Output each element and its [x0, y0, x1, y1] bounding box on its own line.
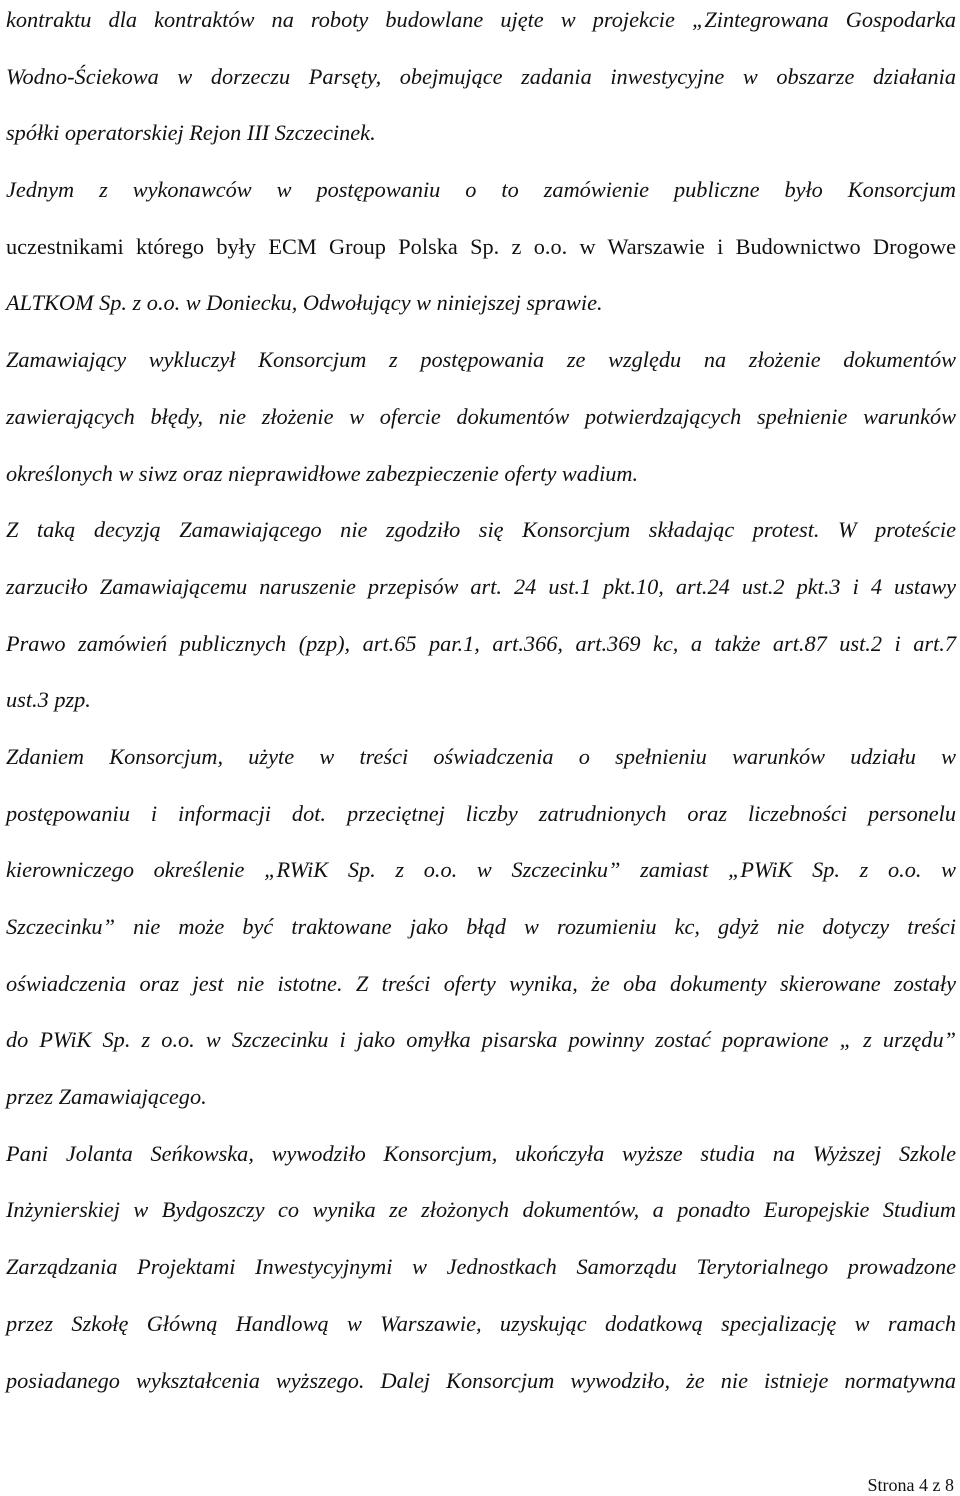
text-line: przez Zamawiającego.	[6, 1084, 207, 1110]
paragraph	[6, 0, 956, 162]
text-line: Jednym z wykonawców w postępowaniu o to zamówienie publiczne było Konsorcjum	[6, 177, 956, 203]
text-line: ust.3 pzp.	[6, 687, 91, 713]
text-line: posiadanego wykształcenia wyższego. Dalej Konsorcjum wywodziło, że nie istnieje normatywna	[6, 1367, 956, 1393]
page-number: Strona 4 z 8	[867, 1475, 954, 1495]
text-line: oświadczenia oraz jest nie istotne. Z treści oferty wynika, że oba dokumenty skierowane zostały	[6, 970, 956, 996]
text-line: Inżynierskiej w Bydgoszczy co wynika ze złożonych dokumentów, a ponadto Europejskie Studium	[6, 1197, 956, 1223]
text-line: postępowaniu i informacji dot. przeciętnej liczby zatrudnionych oraz liczebności personelu	[6, 800, 956, 826]
text-line: Wodno-Ściekowa w dorzeczu Parsęty, obejmujące zadania inwestycyjne w obszarze działania	[6, 63, 956, 89]
document-body	[6, 0, 956, 1409]
text-line: spółki operatorskiej Rejon III Szczecinek.	[6, 120, 376, 146]
paragraph	[6, 1126, 956, 1409]
text-line: zawierających błędy, nie złożenie w ofercie dokumentów potwierdzających spełnienie warunków	[6, 403, 956, 429]
text-line: zarzuciło Zamawiającemu naruszenie przepisów art. 24 ust.1 pkt.10, art.24 ust.2 pkt.3 i 4 ustawy	[6, 573, 956, 599]
paragraph	[6, 162, 956, 332]
text-line: Szczecinku” nie może być traktowane jako błąd w rozumieniu kc, gdyż nie dotyczy treści	[6, 914, 956, 939]
text-line: Z taką decyzją Zamawiającego nie zgodziło się Konsorcjum składając protest. W proteście	[6, 517, 956, 543]
text-line: kierowniczego określenie „RWiK Sp. z o.o. w Szczecinku” zamiast „PWiK Sp. z o.o. w	[6, 857, 956, 883]
text-line: kontraktu dla kontraktów na roboty budowlane ujęte w projekcie „Zintegrowana Gospodarka	[6, 7, 956, 32]
text-line: Zdaniem Konsorcjum, użyte w treści oświadczenia o spełnieniu warunków udziału w	[6, 743, 956, 769]
paragraph	[6, 729, 956, 1126]
text-line: ALTKOM Sp. z o.o. w Doniecku, Odwołujący w niniejszej sprawie.	[6, 290, 603, 316]
text-line: Pani Jolanta Seńkowska, wywodziło Konsorcjum, ukończyła wyższe studia na Wyższej Szkole	[6, 1140, 956, 1166]
paragraph	[6, 502, 956, 729]
text-line: Zarządzania Projektami Inwestycyjnymi w Jednostkach Samorządu Terytorialnego prowadzone	[6, 1254, 956, 1280]
text-line: uczestnikami którego były ECM Group Polska Sp. z o.o. w Warszawie i Budownictwo Drogowe	[6, 233, 956, 259]
text-line: Prawo zamówień publicznych (pzp), art.65 par.1, art.366, art.369 kc, a także art.87 ust.2 i art.7	[6, 630, 956, 656]
text-line: przez Szkołę Główną Handlową w Warszawie, uzyskując dodatkową specjalizację w ramach	[6, 1310, 956, 1336]
text-line: określonych w siwz oraz nieprawidłowe zabezpieczenie oferty wadium.	[6, 460, 639, 486]
text-line: do PWiK Sp. z o.o. w Szczecinku i jako omyłka pisarska powinny zostać poprawione „ z urzędu”	[6, 1027, 956, 1053]
text-line: Zamawiający wykluczył Konsorcjum z postępowania ze względu na złożenie dokumentów	[6, 347, 956, 373]
paragraph	[6, 332, 956, 502]
